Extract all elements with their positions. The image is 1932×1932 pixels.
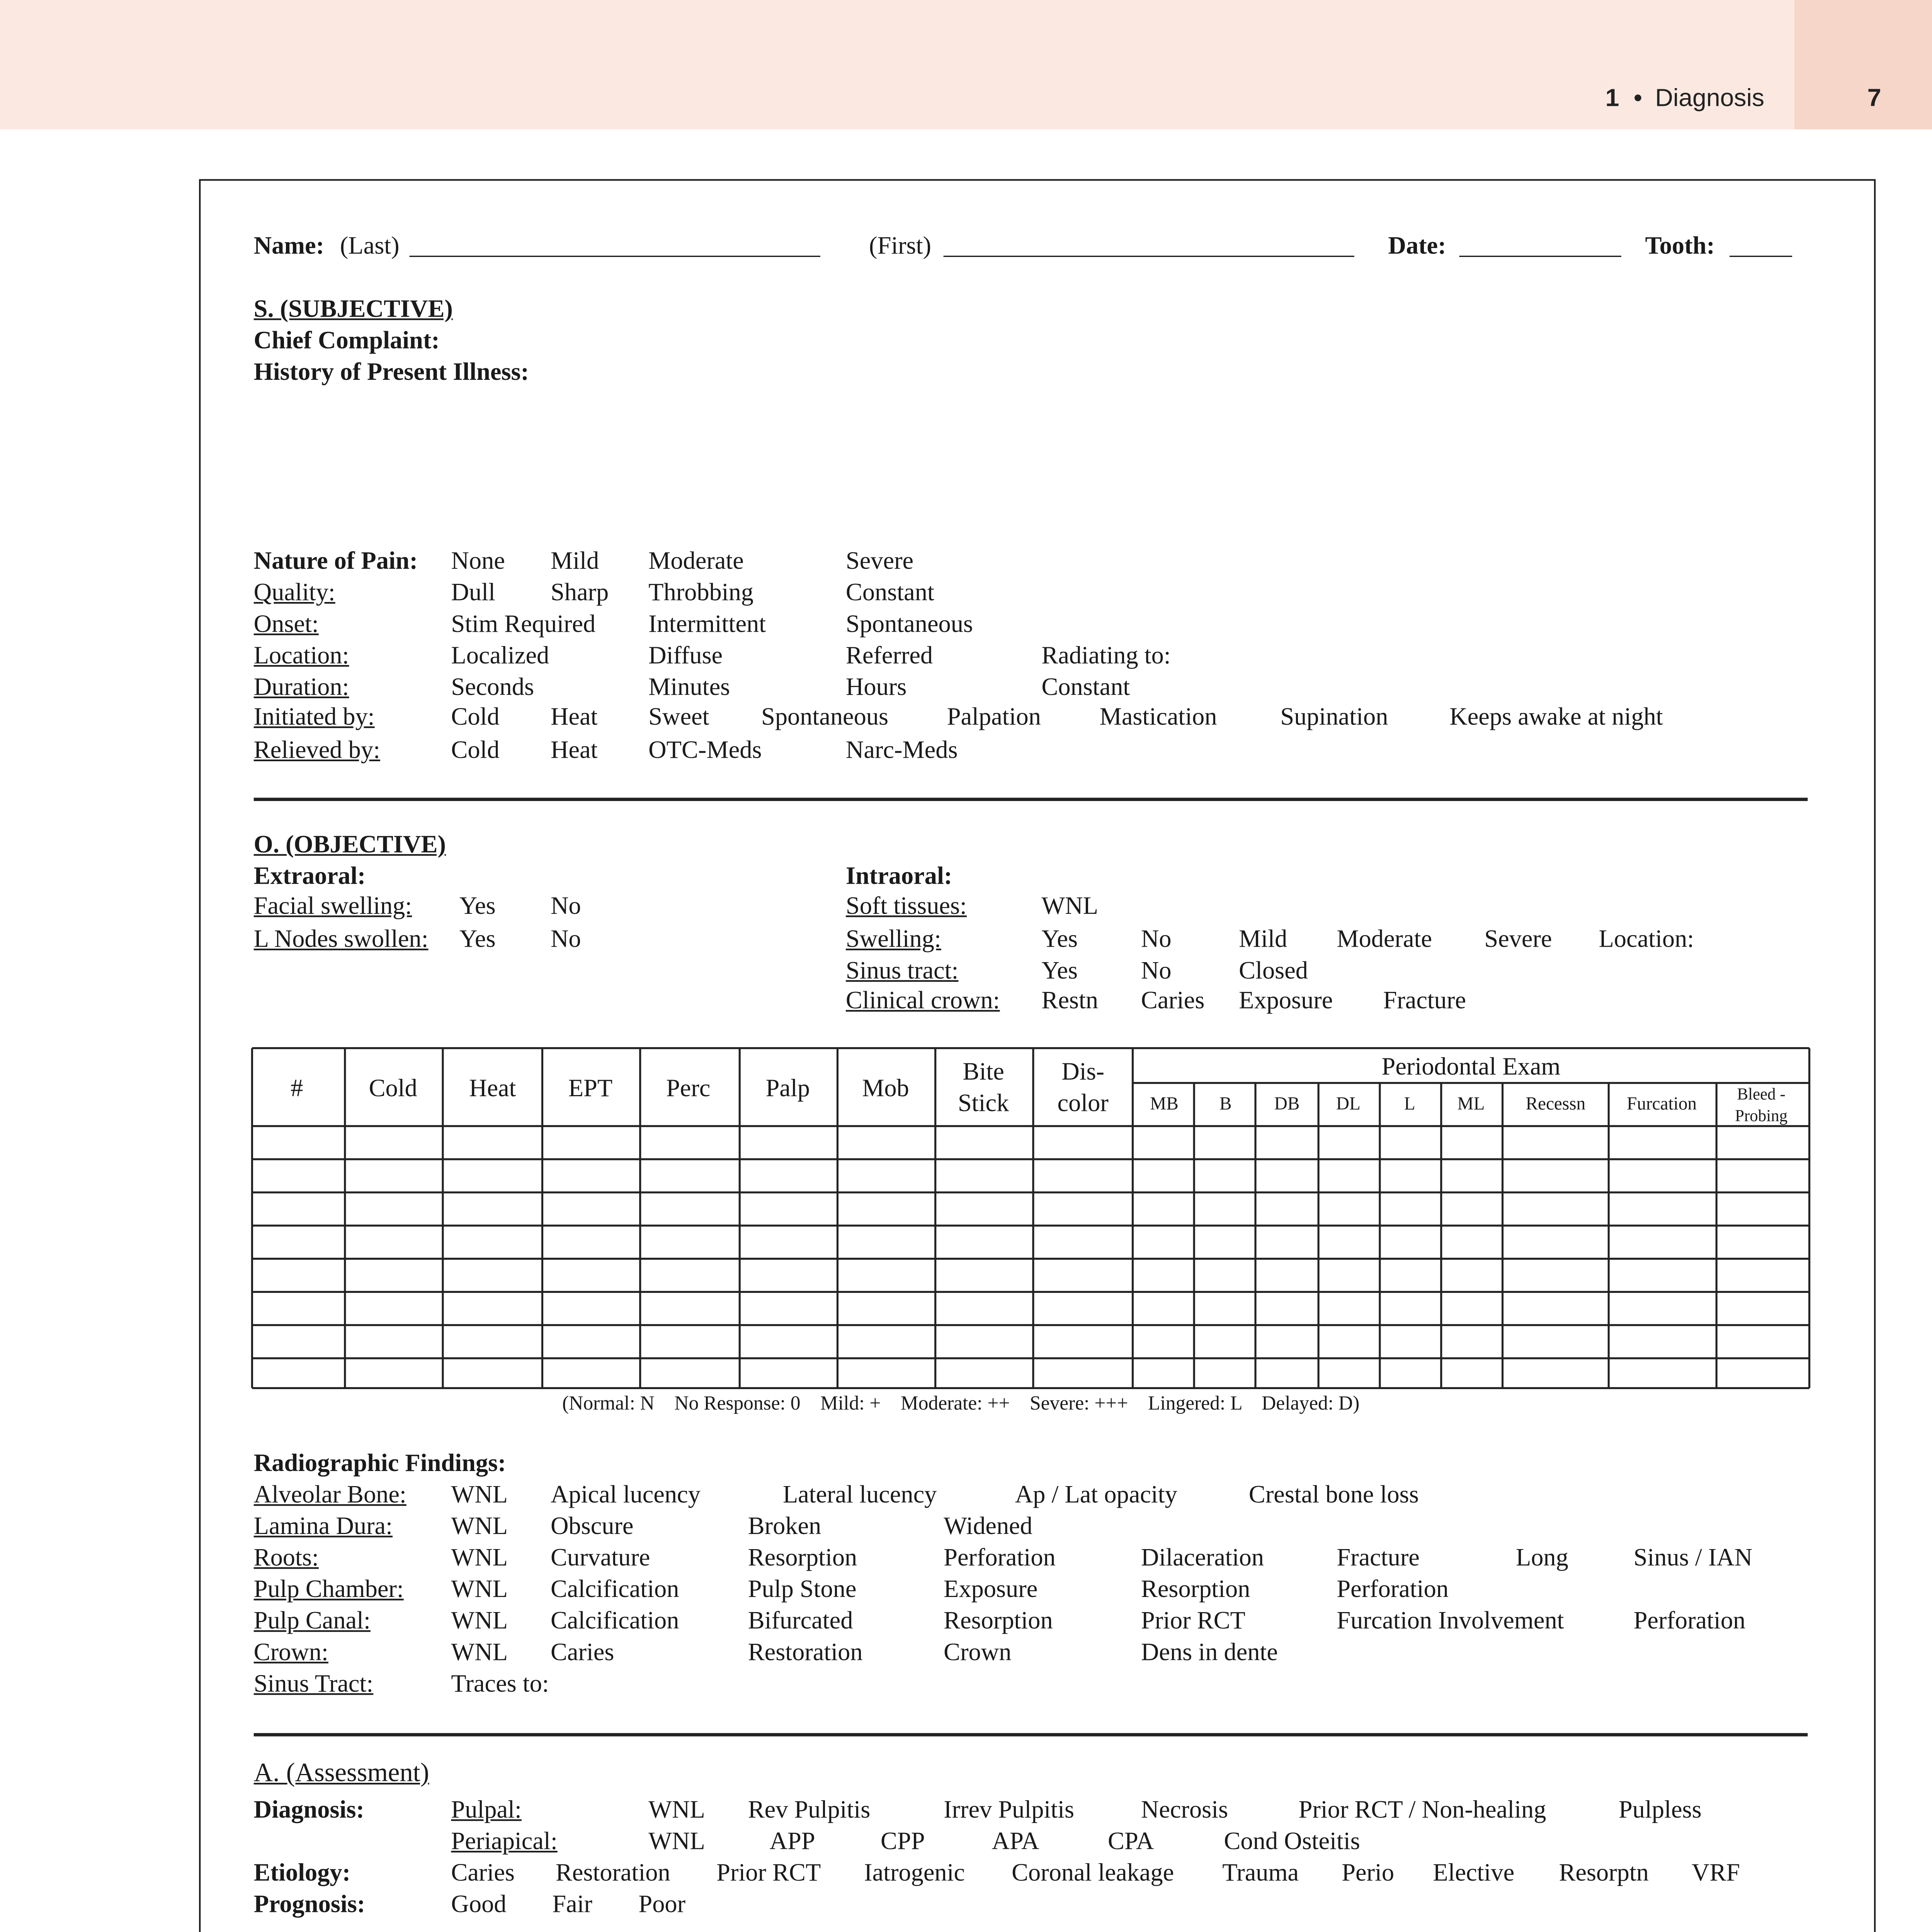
option[interactable]: Crown [944,1640,1012,1667]
date-label: Date: [1388,234,1446,260]
first-name-label: (First) [869,234,931,260]
perio-column-header: Furcation [1627,1094,1697,1114]
option[interactable]: Dull [451,580,495,607]
option[interactable]: Severe [1484,927,1552,954]
facial-swelling-label: Facial swelling: [253,894,412,921]
option[interactable]: No [550,894,581,921]
option[interactable]: Trauma [1222,1861,1299,1888]
option[interactable]: Coronal leakage [1012,1861,1174,1888]
option[interactable]: Exposure [1239,988,1333,1015]
perio-column-header: DB [1274,1094,1300,1114]
option[interactable]: Broken [748,1514,821,1541]
option[interactable]: Crestal bone loss [1248,1483,1419,1509]
option[interactable]: Rev Pulpitis [748,1798,871,1825]
pulpal-label: Pulpal: [451,1798,522,1825]
column-header: # [291,1074,303,1102]
option[interactable]: Narc-Meds [845,738,958,765]
lymph-nodes-label: L Nodes swollen: [253,927,429,954]
perio-column-header: Bleed - [1737,1085,1786,1104]
option[interactable]: Sinus / IAN [1633,1546,1753,1572]
option[interactable]: None [451,549,505,576]
option[interactable]: Poor [638,1892,686,1919]
option[interactable]: Resorption [944,1609,1053,1635]
option[interactable]: Localized [451,643,549,670]
option[interactable]: Ap / Lat opacity [1015,1483,1177,1509]
option[interactable]: Referred [845,643,933,670]
option[interactable]: Mild [550,549,599,576]
option[interactable]: Iatrogenic [864,1861,965,1888]
option[interactable]: WNL [451,1640,508,1667]
perio-column-header: DL [1336,1094,1361,1114]
option[interactable]: APP [769,1829,815,1856]
option[interactable]: Bifurcated [748,1609,853,1635]
option[interactable]: Constant [1041,675,1130,702]
option[interactable]: Moderate [1337,927,1432,954]
option[interactable]: Perio [1342,1861,1395,1888]
sinus-tract-radio-label: Sinus Tract: [253,1672,374,1699]
perio-column-header: B [1219,1094,1232,1114]
option[interactable]: Perforation [1633,1609,1746,1635]
option[interactable]: Irrev Pulpitis [944,1798,1075,1825]
prognosis-label: Prognosis: [253,1892,366,1919]
diagnosis-label: Diagnosis: [253,1798,364,1825]
option[interactable]: Lateral lucency [782,1483,937,1509]
option[interactable]: Radiating to: [1041,643,1171,670]
crown-label: Crown: [253,1640,328,1667]
assessment-heading: A. (Assessment) [253,1759,429,1788]
option[interactable]: Exposure [944,1577,1038,1604]
option[interactable]: Yes [1041,927,1078,954]
roots-label: Roots: [253,1546,319,1572]
date-field[interactable]: _____________ [1459,234,1621,260]
last-name-label: (Last) [340,234,400,260]
clinical-crown-label: Clinical crown: [845,988,1000,1015]
option[interactable]: Resorption [1141,1577,1250,1604]
option[interactable]: Yes [459,894,496,921]
option[interactable]: Palpation [947,705,1041,731]
option[interactable]: Pulp Stone [748,1577,857,1604]
nature-of-pain-label: Nature of Pain: [253,549,418,576]
column-header: EPT [568,1074,613,1102]
sinus-tract-label: Sinus tract: [845,958,959,985]
option[interactable]: Furcation Involvement [1337,1609,1564,1635]
option[interactable]: Keeps awake at night [1449,705,1663,731]
chapter-title: Diagnosis [1655,84,1765,113]
option[interactable]: Fair [552,1892,592,1919]
option[interactable]: Minutes [648,675,730,702]
lamina-dura-label: Lamina Dura: [253,1514,393,1541]
option[interactable]: Intermittent [648,612,766,639]
etiology-label: Etiology: [253,1861,351,1888]
option[interactable]: Closed [1239,958,1308,985]
option[interactable]: WNL [1041,894,1098,921]
column-header: Palp [765,1074,810,1102]
alveolar-bone-label: Alveolar Bone: [253,1483,406,1509]
option[interactable]: WNL [451,1514,508,1541]
option[interactable]: Yes [1041,958,1078,985]
option[interactable]: WNL [451,1546,508,1572]
chapter-number: 1 [1605,84,1619,113]
option[interactable]: OTC-Meds [648,738,762,765]
option[interactable]: Resorptn [1559,1861,1649,1888]
option[interactable]: Stim Required [451,612,596,639]
option[interactable]: Cond Osteitis [1224,1829,1360,1856]
location-label: Location: [253,643,349,670]
pulp-chamber-label: Pulp Chamber: [253,1577,404,1604]
option[interactable]: Necrosis [1141,1798,1228,1825]
option[interactable]: Apical lucency [550,1483,701,1509]
section-divider [254,1733,1808,1736]
option[interactable]: Fracture [1337,1546,1420,1572]
option[interactable]: Seconds [451,675,534,702]
radiographic-heading: Radiographic Findings: [253,1451,506,1478]
traces-to-field[interactable]: Traces to: [451,1672,549,1699]
option[interactable]: Spontaneous [761,705,889,731]
subjective-heading: S. (SUBJECTIVE) [253,297,453,323]
option[interactable]: Obscure [550,1514,634,1541]
objective-heading: O. (OBJECTIVE) [253,832,446,859]
option[interactable]: Location: [1599,927,1694,954]
option[interactable]: Moderate [648,549,744,576]
header-bullet: • [1633,84,1643,113]
last-name-field[interactable]: _________________________________ [410,234,820,260]
column-header: Heat [469,1074,516,1102]
option[interactable]: Dens in dente [1141,1640,1278,1667]
option[interactable]: No [550,927,581,954]
periapical-label: Periapical: [451,1829,558,1856]
option[interactable]: Widened [944,1514,1032,1541]
option[interactable]: WNL [451,1609,508,1635]
option[interactable]: No [1141,927,1172,954]
option[interactable]: Pulpless [1618,1798,1702,1825]
option[interactable]: Caries [550,1640,614,1667]
option[interactable]: Caries [1141,988,1205,1015]
option[interactable]: Yes [459,927,496,954]
option[interactable]: Cold [451,705,500,731]
option[interactable]: No [1141,958,1172,985]
option[interactable]: Sweet [648,705,709,731]
option[interactable]: Caries [451,1861,515,1888]
option[interactable]: CPA [1108,1829,1154,1856]
perio-column-header: ML [1457,1094,1485,1114]
option[interactable]: Restoration [555,1861,670,1888]
response-legend: (Normal: N No Response: 0 Mild: + Moderate: ++ Severe: +++ Lingered: L Delayed: D) [562,1391,1360,1415]
column-header: Stick [957,1089,1009,1117]
option[interactable]: Dilaceration [1141,1546,1264,1572]
swelling-label: Swelling: [845,927,941,954]
intraoral-heading: Intraoral: [845,864,952,891]
option[interactable]: Heat [550,738,598,765]
option[interactable]: Cold [451,738,500,765]
option[interactable]: Restoration [748,1640,863,1667]
perio-column-header: L [1404,1094,1415,1114]
column-header: Bite [963,1058,1004,1085]
perio-exam-title: Periodontal Exam [1381,1053,1561,1080]
option[interactable]: Calcification [550,1609,679,1635]
relieved-by-label: Relieved by: [253,738,380,765]
onset-label: Onset: [253,612,319,639]
perio-column-header: Probing [1735,1107,1788,1125]
option[interactable]: Severe [845,549,914,576]
option[interactable]: Long [1515,1546,1568,1572]
option[interactable]: Perforation [944,1546,1056,1572]
option[interactable]: Curvature [550,1546,650,1572]
option[interactable]: Prior RCT / Non-healing [1298,1798,1546,1825]
initiated-by-label: Initiated by: [253,705,375,731]
option[interactable]: Prior RCT [1141,1609,1246,1635]
history-label: History of Present Illness: [253,360,529,387]
option[interactable]: Constant [845,580,934,607]
column-header: Perc [666,1074,711,1102]
option[interactable]: Restn [1041,988,1099,1015]
first-name-field[interactable]: _________________________________ [944,234,1354,260]
perio-column-header: Recessn [1526,1094,1586,1114]
column-header: Dis- [1061,1058,1105,1085]
option[interactable]: WNL [451,1483,508,1509]
option[interactable]: Calcification [550,1577,679,1604]
option[interactable]: WNL [451,1577,508,1604]
option[interactable]: Resorption [748,1546,857,1572]
quality-label: Quality: [253,580,335,607]
duration-label: Duration: [253,675,349,702]
option[interactable]: Hours [845,675,907,702]
option[interactable]: VRF [1691,1861,1740,1888]
option[interactable]: Supination [1280,705,1388,731]
option[interactable]: Diffuse [648,643,723,670]
pulp-canal-label: Pulp Canal: [253,1609,371,1635]
soft-tissues-label: Soft tissues: [845,894,967,921]
perio-column-header: MB [1150,1094,1179,1114]
extraoral-heading: Extraoral: [253,864,366,891]
option[interactable]: Good [451,1892,507,1919]
option[interactable]: WNL [648,1829,705,1856]
tooth-label: Tooth: [1645,234,1715,260]
column-header: color [1057,1089,1109,1117]
name-label: Name: [253,234,325,260]
option[interactable]: Throbbing [648,580,753,607]
option[interactable]: Fracture [1383,988,1466,1015]
option[interactable]: WNL [648,1798,705,1825]
option[interactable]: APA [992,1829,1039,1856]
chief-complaint-label: Chief Complaint: [253,328,440,355]
option[interactable]: Prior RCT [716,1861,821,1888]
option[interactable]: Spontaneous [845,612,973,639]
page-number: 7 [1867,84,1881,113]
column-header: Mob [862,1074,909,1102]
option[interactable]: Sharp [550,580,609,607]
option[interactable]: Mastication [1099,705,1217,731]
option[interactable]: Elective [1433,1861,1515,1888]
option[interactable]: Perforation [1337,1577,1449,1604]
tooth-field[interactable]: _____ [1730,234,1792,260]
option[interactable]: CPP [881,1829,925,1856]
column-header: Cold [369,1074,417,1102]
option[interactable]: Mild [1239,927,1287,954]
option[interactable]: Heat [550,705,598,731]
